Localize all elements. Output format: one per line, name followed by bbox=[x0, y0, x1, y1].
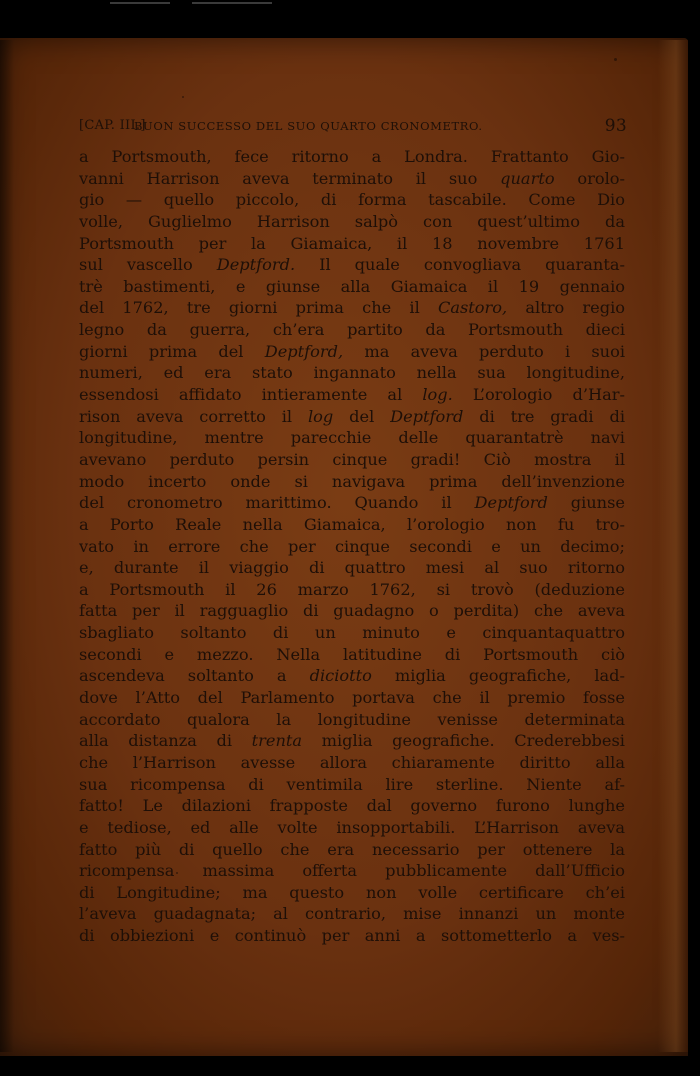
paper-speck bbox=[182, 96, 184, 98]
chapter-label: [CAP. III.] bbox=[79, 118, 146, 133]
text-line bbox=[79, 276, 625, 298]
text-segment: fatta per il ragguaglio di guadagno o perdita) che aveva bbox=[79, 601, 625, 621]
text-line bbox=[79, 730, 625, 752]
text-segment: miglia geografiche, lad- bbox=[371, 666, 625, 686]
text-line bbox=[79, 211, 625, 233]
text-line bbox=[79, 687, 625, 709]
text-line bbox=[79, 168, 625, 190]
italic-term: log. bbox=[422, 385, 453, 405]
italic-term: Deptford, bbox=[264, 341, 344, 361]
text-segment: del bbox=[333, 406, 391, 426]
italic-term: diciotto bbox=[309, 666, 372, 686]
text-line bbox=[79, 925, 625, 947]
text-line bbox=[79, 384, 625, 406]
text-line bbox=[79, 536, 625, 558]
text-line bbox=[79, 774, 625, 796]
text-line bbox=[79, 319, 625, 341]
text-segment: di obbiezioni e continuò per anni a sottometterlo a ves- bbox=[79, 926, 625, 946]
italic-term: trenta bbox=[251, 731, 303, 751]
page-left-shadow bbox=[0, 40, 14, 1052]
text-segment: a Portsmouth, fece ritorno a Londra. Frattanto Gio- bbox=[79, 147, 625, 166]
text-line bbox=[79, 860, 625, 882]
italic-term: Deptford bbox=[390, 406, 464, 426]
text-line bbox=[79, 233, 625, 255]
text-line bbox=[79, 341, 625, 363]
text-line bbox=[79, 817, 625, 839]
italic-term: Deptford bbox=[474, 493, 548, 513]
text-segment: a Portsmouth il 26 marzo 1762, si trovò (deduzione bbox=[79, 579, 625, 599]
italic-term: quarto bbox=[500, 168, 555, 188]
text-segment: fatto! Le dilazioni frapposte dal governo furono lunghe bbox=[79, 796, 625, 816]
text-segment: sul vascello bbox=[79, 255, 217, 275]
text-segment: orolo- bbox=[554, 168, 625, 188]
page-right-edge bbox=[658, 40, 688, 1052]
text-line bbox=[79, 839, 625, 861]
text-line bbox=[79, 471, 625, 493]
text-line bbox=[79, 644, 625, 666]
text-line bbox=[79, 882, 625, 904]
text-segment: miglia geografiche. Crederebbesi bbox=[302, 731, 625, 751]
text-segment: dove l’Atto del Parlamento portava che il premio fosse bbox=[79, 688, 625, 708]
text-segment: ascendeva soltanto a bbox=[79, 666, 310, 686]
text-segment: a Porto Reale nella Giamaica, l’orologio non fu tro- bbox=[79, 514, 625, 534]
body-paragraph bbox=[79, 146, 625, 947]
text-line bbox=[79, 622, 625, 644]
text-segment: sbagliato soltanto di un minuto e cinquantaquattro bbox=[79, 623, 625, 643]
italic-term: log bbox=[307, 406, 334, 426]
text-segment: longitudine, mentre parecchie delle quarantatrè navi bbox=[79, 428, 625, 448]
text-segment: sua ricompensa di ventimila lire sterline. Niente af- bbox=[79, 774, 625, 794]
text-line bbox=[79, 254, 625, 276]
text-line bbox=[79, 665, 625, 687]
text-line bbox=[79, 449, 625, 471]
text-segment: fatto più di quello che era necessario per ottenere la bbox=[79, 839, 625, 859]
text-segment: e, durante il viaggio di quattro mesi al suo ritorno bbox=[79, 558, 625, 578]
text-segment: trè bastimenti, e giunse alla Giamaica il 19 gennaio bbox=[79, 276, 625, 296]
text-segment: ma aveva perduto i suoi bbox=[343, 341, 625, 361]
running-title: BUON SUCCESSO DEL SUO QUARTO CRONOMETRO. bbox=[134, 119, 483, 133]
text-line bbox=[79, 709, 625, 731]
text-segment: Portsmouth per la Giamaica, il 18 novembre 1761 bbox=[79, 233, 625, 253]
text-line bbox=[79, 600, 625, 622]
text-segment: volle, Guglielmo Harrison salpò con quest’ultimo da bbox=[79, 211, 625, 231]
text-segment: avevano perduto persin cinque gradi! Ciò mostra il bbox=[79, 449, 625, 469]
text-line bbox=[79, 427, 625, 449]
text-segment: di tre gradi di bbox=[463, 406, 625, 426]
text-line bbox=[79, 514, 625, 536]
text-line bbox=[79, 752, 625, 774]
text-segment: l’aveva guadagnata; al contrario, mise innanzi un monte bbox=[79, 904, 625, 924]
italic-term: Castoro, bbox=[437, 298, 508, 318]
text-segment: L’orologio d’Har- bbox=[452, 385, 625, 405]
text-segment: del cronometro marittimo. Quando il bbox=[79, 493, 475, 513]
text-segment: altro regio bbox=[507, 298, 625, 318]
text-segment: accordato qualora la longitudine venisse determinata bbox=[79, 709, 625, 729]
text-segment: del 1762, tre giorni prima che il bbox=[79, 298, 438, 318]
text-line bbox=[79, 492, 625, 514]
text-segment: legno da guerra, ch’era partito da Portsmouth dieci bbox=[79, 320, 625, 340]
scan-artifact-line bbox=[192, 2, 272, 4]
text-segment: Il quale convogliava quaranta- bbox=[295, 255, 625, 275]
text-line bbox=[79, 146, 625, 168]
text-segment: ricompensa massima offerta pubblicamente dall’Ufficio bbox=[79, 861, 625, 881]
text-line bbox=[79, 406, 625, 428]
text-segment: e tediose, ed alle volte insopportabili. L’Harrison aveva bbox=[79, 817, 625, 837]
scan-artifact-line bbox=[110, 2, 170, 4]
italic-term: Deptford. bbox=[216, 255, 296, 275]
paper-speck bbox=[614, 58, 617, 61]
text-segment: giorni prima del bbox=[79, 341, 265, 361]
text-segment: modo incerto onde si navigava prima dell’invenzione bbox=[79, 471, 625, 491]
text-segment: di Longitudine; ma questo non volle certificare ch’ei bbox=[79, 882, 625, 902]
text-line bbox=[79, 189, 625, 211]
text-segment: alla distanza di bbox=[79, 731, 252, 751]
text-line bbox=[79, 362, 625, 384]
scan-top-border bbox=[0, 0, 700, 38]
text-segment: essendosi affidato intieramente al bbox=[79, 385, 423, 405]
text-line bbox=[79, 579, 625, 601]
text-segment: che l’Harrison avesse allora chiaramente diritto alla bbox=[79, 752, 625, 772]
text-segment: numeri, ed era stato ingannato nella sua longitudine, bbox=[79, 363, 625, 383]
text-segment: giunse bbox=[547, 493, 625, 513]
text-segment: rison aveva corretto il bbox=[79, 406, 308, 426]
text-line bbox=[79, 297, 625, 319]
text-segment: gio — quello piccolo, di forma tascabile. Come Dio bbox=[79, 190, 625, 210]
text-line bbox=[79, 903, 625, 925]
text-segment: secondi e mezzo. Nella latitudine di Portsmouth ciò bbox=[79, 644, 625, 664]
page-number: 93 bbox=[604, 116, 627, 136]
running-header bbox=[79, 118, 627, 140]
text-segment: vanni Harrison aveva terminato il suo bbox=[79, 168, 501, 188]
text-line bbox=[79, 557, 625, 579]
text-segment: vato in errore che per cinque secondi e un decimo; bbox=[79, 536, 625, 556]
text-line bbox=[79, 795, 625, 817]
